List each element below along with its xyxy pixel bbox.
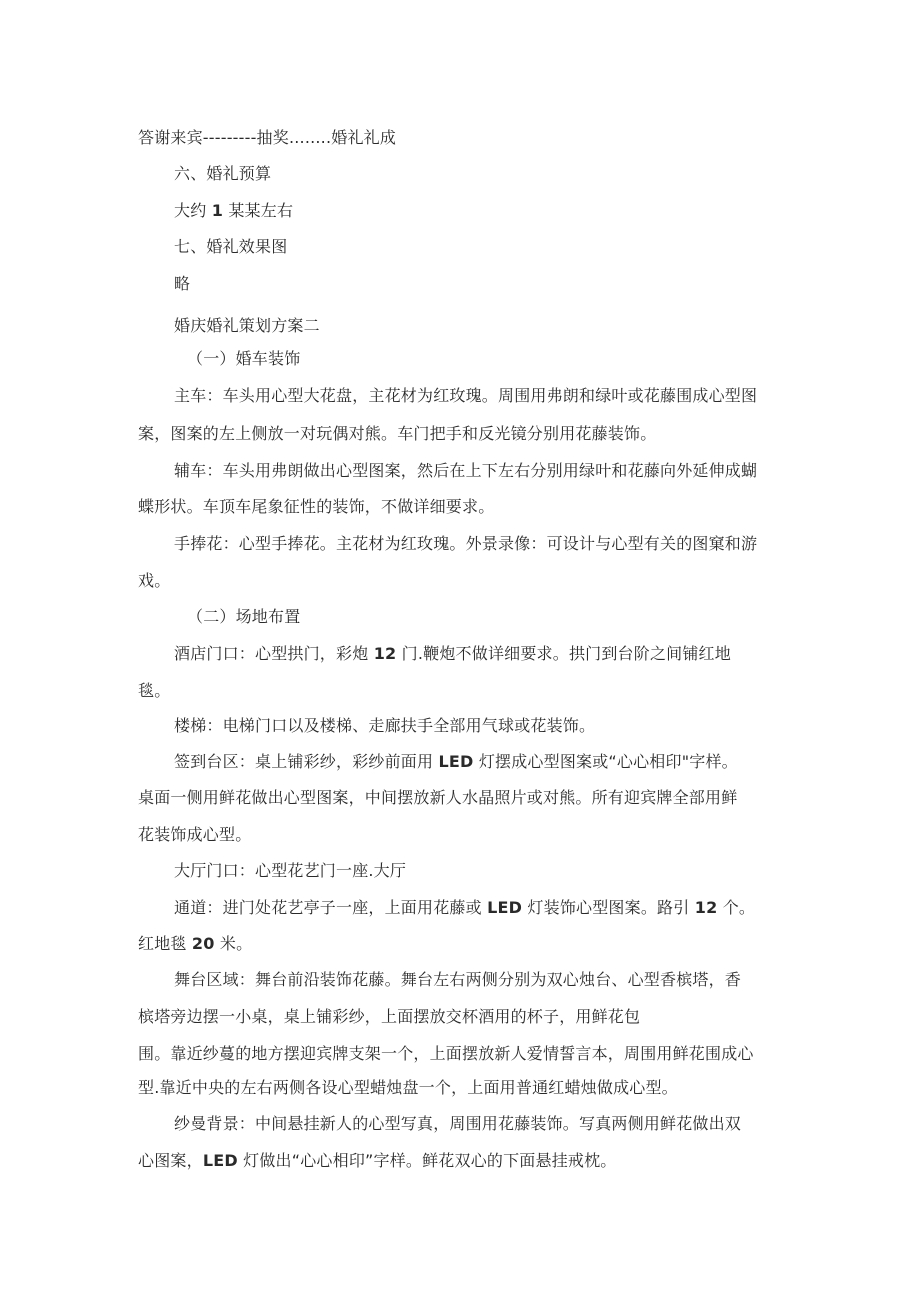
paragraph-line: 答谢来宾---------抽奖........婚礼礼成 [138, 128, 397, 147]
paragraph-line: 略 [174, 274, 191, 293]
paragraph-line: 案，图案的左上侧放一对玩偶对熊。车门把手和反光镜分别用花藤装饰。 [138, 424, 657, 443]
paragraph-line: 蝶形状。车顶车尾象征性的装饰，不做详细要求。 [138, 497, 495, 516]
paragraph-line: 毯。 [138, 681, 171, 700]
section-heading: （二）场地布置 [187, 607, 301, 626]
paragraph-line: 大约 1 某某左右 [174, 201, 294, 220]
document-subtitle: 婚庆婚礼策划方案二 [174, 316, 320, 335]
paragraph-line: 心图案，LED 灯做出“心心相印”字样。鲜花双心的下面悬挂戒枕。 [138, 1151, 617, 1170]
paragraph-line: 桌面一侧用鲜花做出心型图案，中间摆放新人水晶照片或对熊。所有迎宾牌全部用鲜 [138, 788, 738, 807]
paragraph-line: 槟塔旁边摆一小桌，桌上铺彩纱，上面摆放交杯酒用的杯子，用鲜花包 [138, 1007, 641, 1026]
paragraph-line: 红地毯 20 米。 [138, 934, 253, 953]
paragraph-line: 戏。 [138, 571, 171, 590]
paragraph-line: 纱曼背景：中间悬挂新人的心型写真，周围用花藤装饰。写真两侧用鲜花做出双 [174, 1114, 742, 1133]
paragraph-line: 通道：进门处花艺亭子一座，上面用花藤或 LED 灯装饰心型图案。路引 12 个。 [174, 898, 756, 917]
section-heading: 六、婚礼预算 [174, 164, 272, 183]
paragraph-line: 辅车：车头用弗朗做出心型图案，然后在上下左右分别用绿叶和花藤向外延伸成蝴 [174, 461, 758, 480]
section-heading: 七、婚礼效果图 [174, 237, 288, 256]
paragraph-line: 手捧花：心型手捧花。主花材为红玫瑰。外景录像：可设计与心型有关的图窠和游 [174, 534, 758, 553]
paragraph-line: 花装饰成心型。 [138, 825, 252, 844]
paragraph-line: 围。靠近纱蔓的地方摆迎宾牌支架一个，上面摆放新人爱情誓言本，周围用鲜花围成心 [138, 1044, 754, 1063]
section-heading: （一）婚车装饰 [187, 349, 301, 368]
paragraph-line: 酒店门口：心型拱门，彩炮 12 门.鞭炮不做详细要求。拱门到台阶之间铺红地 [174, 644, 731, 663]
paragraph-line: 主车：车头用心型大花盘，主花材为红玫瑰。周围用弗朗和绿叶或花藤围成心型图 [174, 386, 758, 405]
paragraph-line: 楼梯：电梯门口以及楼梯、走廊扶手全部用气球或花装饰。 [174, 716, 596, 735]
paragraph-line: 型.靠近中央的左右两侧各设心型蜡烛盘一个，上面用普通红蜡烛做成心型。 [138, 1078, 678, 1097]
paragraph-line: 大厅门口：心型花艺门一座.大厅 [174, 861, 407, 880]
paragraph-line: 舞台区域：舞台前沿装饰花藤。舞台左右两侧分别为双心烛台、心型香槟塔，香 [174, 970, 742, 989]
paragraph-line: 签到台区：桌上铺彩纱，彩纱前面用 LED 灯摆成心型图案或“心心相印"字样。 [174, 752, 738, 771]
